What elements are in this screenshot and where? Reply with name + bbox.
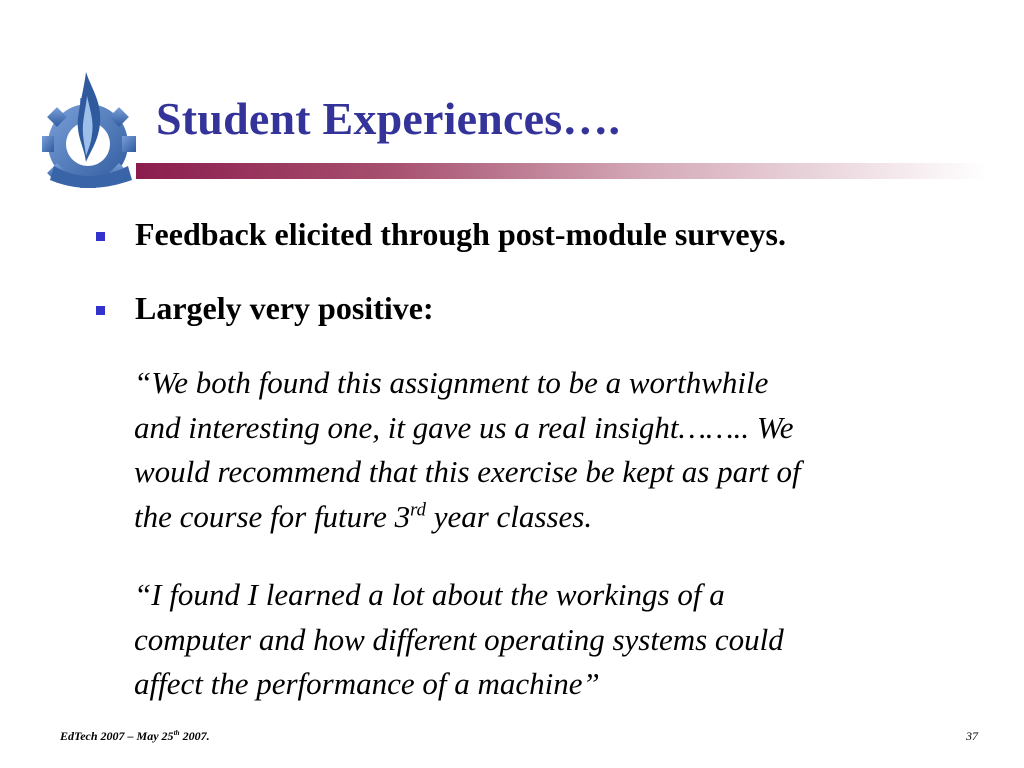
footer-text: EdTech 2007 – May 25 xyxy=(60,729,174,743)
quote-line: affect the performance of a machine” xyxy=(134,666,600,701)
footer-event-date xyxy=(60,729,210,744)
quote-line: would recommend that this exercise be kept as part of xyxy=(134,454,801,489)
quote-line: computer and how different operating systems could xyxy=(134,621,784,657)
footer-text: 2007. xyxy=(179,729,210,743)
quote-line: “We both found this assignment to be a worthwhile xyxy=(134,365,769,400)
bullet-item xyxy=(96,216,786,253)
bullet-item xyxy=(96,290,434,327)
title-underline-rule xyxy=(136,163,986,179)
quote-line: “I found I learned a lot about the workings of a xyxy=(134,577,725,612)
bullet-text: Largely very positive: xyxy=(135,290,434,326)
quote-line xyxy=(134,495,954,540)
quote-text: the course for future 3 xyxy=(134,498,411,534)
square-bullet-icon xyxy=(96,232,105,241)
quote-block xyxy=(134,573,954,707)
quote-line: and interesting one, it gave us a real insight…….. We xyxy=(134,409,794,445)
bullet-text: Feedback elicited through post-module surveys. xyxy=(135,216,786,252)
quote-text: year classes. xyxy=(425,498,593,534)
quote-block xyxy=(134,361,954,539)
page-number: 37 xyxy=(966,729,978,743)
slide-title: Student Experiences…. xyxy=(156,93,621,144)
ordinal-suffix: th xyxy=(173,729,180,737)
square-bullet-icon xyxy=(96,306,105,315)
gear-flame-logo-icon xyxy=(40,66,140,190)
ordinal-suffix: rd xyxy=(410,499,426,521)
